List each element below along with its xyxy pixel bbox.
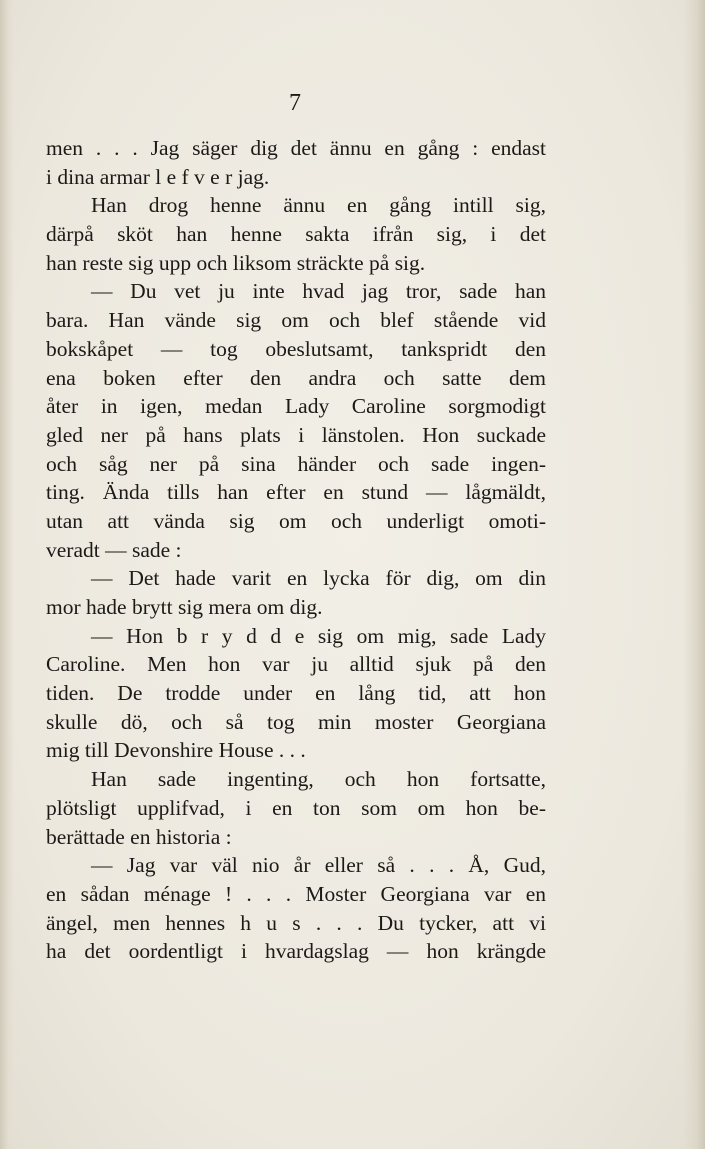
text-line: han reste sig upp och liksom sträckte på sig.	[46, 250, 426, 275]
text-line: Han drog henne ännu en gång intill sig,	[91, 193, 546, 218]
text-line: — Du vet ju inte hvad jag tror, sade han	[91, 279, 546, 304]
text-line: gled ner på hans plats i länstolen. Hon suckade	[46, 422, 546, 447]
text-line: åter in igen, medan Lady Caroline sorgmodigt	[46, 394, 546, 419]
text-line: ting. Ända tills han efter en stund — lågmäldt,	[46, 480, 546, 505]
text-line: berättade en historia :	[46, 824, 232, 849]
text-line: och såg ner på sina händer och sade ingen-	[46, 451, 546, 476]
text-line: en sådan ménage ! . . . Moster Georgiana var en	[46, 881, 546, 906]
text-line: tiden. De trodde under en lång tid, att hon	[46, 681, 546, 706]
text-line: Caroline. Men hon var ju alltid sjuk på den	[46, 652, 546, 677]
text-line: ena boken efter den andra och satte dem	[46, 365, 546, 390]
text-line: utan att vända sig om och underligt omoti-	[46, 508, 546, 533]
text-line: därpå sköt han henne sakta ifrån sig, i det	[46, 222, 546, 247]
text-line: veradt — sade :	[46, 537, 182, 562]
page-number: 7	[289, 90, 301, 116]
text-line: bokskåpet — tog obeslutsamt, tankspridt den	[46, 336, 546, 361]
text-line: mig till Devonshire House . . .	[46, 738, 306, 763]
text-line: ängel, men hennes h u s . . . Du tycker, att vi	[46, 910, 546, 935]
text-line: skulle dö, och så tog min moster Georgiana	[46, 709, 546, 734]
text-line: — Hon b r y d d e sig om mig, sade Lady	[91, 623, 546, 648]
page-right-edge	[683, 0, 705, 1149]
text-line: Han sade ingenting, och hon fortsatte,	[91, 767, 546, 792]
text-line: — Jag var väl nio år eller så . . . Å, Gud,	[91, 853, 546, 878]
text-line: i dina armar l e f v e r jag.	[46, 164, 270, 189]
page-left-edge	[0, 0, 14, 1149]
text-line: bara. Han vände sig om och blef stående vid	[46, 308, 546, 333]
text-line: men . . . Jag säger dig det ännu en gång : endast	[46, 136, 546, 160]
text-line: — Det hade varit en lycka för dig, om din	[91, 566, 546, 591]
text-line: mor hade brytt sig mera om dig.	[46, 595, 323, 619]
text-line: plötsligt upplifvad, i en ton som om hon be-	[46, 795, 546, 820]
body-text	[46, 134, 546, 966]
text-line: ha det oordentligt i hvardagslag — hon krängde	[46, 939, 546, 964]
